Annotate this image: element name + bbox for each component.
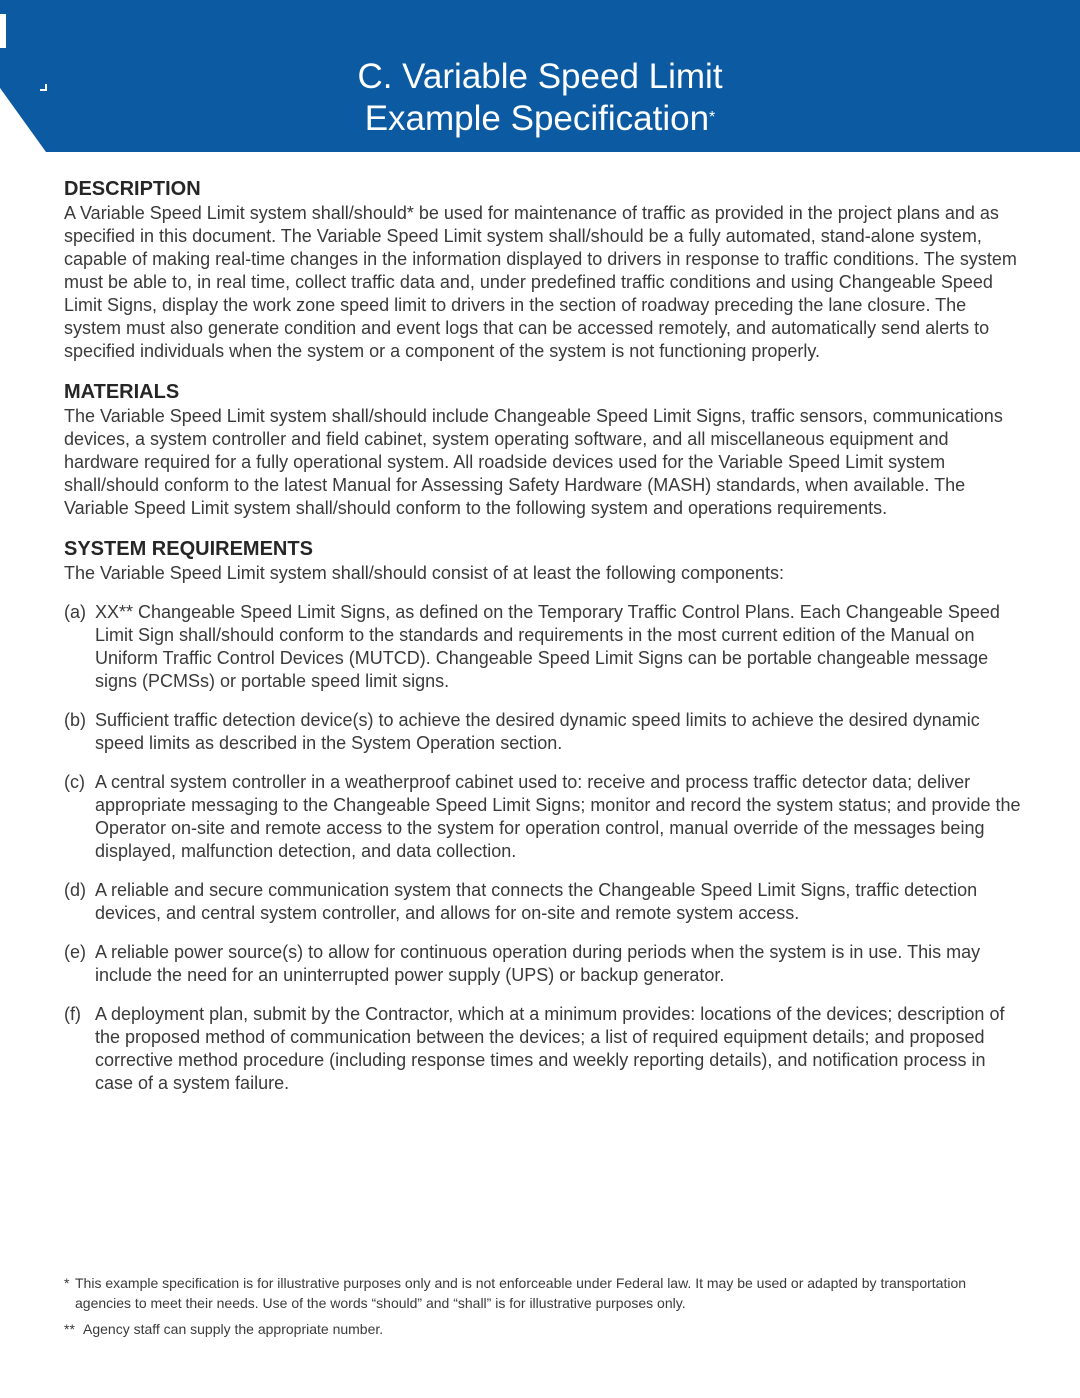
footnote-1 [64,1273,984,1313]
system-requirements-intro: The Variable Speed Limit system shall/should consist of at least the following components: [64,563,785,583]
requirement-item-f [64,1003,1024,1095]
footnote-text: Agency staff can supply the appropriate number. [83,1321,384,1337]
footnote-text: This example specification is for illustrative purposes only and is not enforceable under Federal law. It may be used or adapted by transportation agencies to meet their needs. Use of the words “should” and “shall” is for illustrative purposes only. [75,1275,967,1311]
page-title [0,56,1080,147]
requirement-marker: (a) [64,602,86,622]
title-line-2-text: Example Specification [364,99,710,138]
requirement-marker: (b) [64,710,86,730]
materials-text: The Variable Speed Limit system shall/should include Changeable Speed Limit Signs, traffic sensors, communications devices, a system controller and field cabinet, system operating software, and all miscellaneous equipment and hardware required for a fully operational system. All roadside devices used for the Variable Speed Limit system shall/should conform to the latest Manual for Assessing Safety Hardware (MASH) standards, when available. The Variable Speed Limit system shall/should conform to the following system and operations requirements. [64,406,1003,518]
corner-edge-mark [0,14,6,48]
requirement-item-b [64,709,1024,755]
requirement-marker: (e) [64,942,86,962]
description-section [64,176,1024,363]
requirement-text: A reliable power source(s) to allow for continuous operation during periods when the system is in use. This may include the need for an uninterrupted power supply (UPS) or backup generator. [95,942,981,985]
footnote-marker: * [64,1275,70,1291]
footnotes [64,1273,984,1345]
requirement-text: A central system controller in a weatherproof cabinet used to: receive and process traffic detector data; deliver appropriate messaging to the Changeable Speed Limit Signs; monitor and record the system status; and provide the Operator on-site and remote access to the system for operation control, manual override of the messages being displayed, malfunction detection, and data collection. [95,772,1021,861]
description-heading: DESCRIPTION [64,178,201,200]
requirement-text: A reliable and secure communication system that connects the Changeable Speed Limit Signs, traffic detection devices, and central system controller, and allows for on-site and remote system access. [95,880,978,923]
header-banner [0,0,1080,152]
requirement-marker: (d) [64,880,86,900]
requirement-item-c [64,771,1024,863]
requirement-item-e [64,941,1024,987]
materials-heading: MATERIALS [64,381,180,403]
document-body [64,176,1024,1111]
footnote-marker: ** [64,1321,75,1337]
requirement-text: XX** Changeable Speed Limit Signs, as defined on the Temporary Traffic Control Plans. Each Changeable Speed Limit Sign shall/should conform to the standards and requirements in the most current edition of the Manual on Uniform Traffic Control Devices (MUTCD). Changeable Speed Limit Signs can be portable changeable message signs (PCMSs) or portable speed limit signs. [95,602,1000,691]
system-requirements-heading: SYSTEM REQUIREMENTS [64,538,313,560]
requirement-text: Sufficient traffic detection device(s) to achieve the desired dynamic speed limits to achieve the desired dynamic speed limits as described in the System Operation section. [95,710,980,753]
requirement-marker: (f) [64,1004,81,1024]
title-footnote-mark: * [709,109,716,126]
requirements-list [64,601,1024,1095]
description-text: A Variable Speed Limit system shall/should* be used for maintenance of traffic as provided in the project plans and as specified in this document. The Variable Speed Limit system shall/should be a fully automated, stand-alone system, capable of making real-time changes in the information displayed to drivers in response to traffic conditions. The system must be able to, in real time, collect traffic data and, under predefined traffic conditions and using Changeable Speed Limit Signs, display the work zone speed limit to drivers in the section of roadway preceding the lane closure. The system must also generate condition and event logs that can be accessed remotely, and automatically send alerts to specified individuals when the system or a component of the system is not functioning properly. [64,203,1017,361]
requirement-item-d [64,879,1024,925]
title-line-2 [0,98,1080,147]
footnote-2 [64,1319,984,1339]
requirement-marker: (c) [64,772,85,792]
requirement-item-a [64,601,1024,693]
requirement-text: A deployment plan, submit by the Contractor, which at a minimum provides: locations of the devices; description of the proposed method of communication between the devices; a list of required equipment details; and proposed corrective method procedure (including response times and weekly reporting details), and notification process in case of a system failure. [95,1004,1005,1093]
title-line-1: C. Variable Speed Limit [357,57,723,96]
system-requirements-section [64,536,1024,1095]
materials-section [64,379,1024,520]
